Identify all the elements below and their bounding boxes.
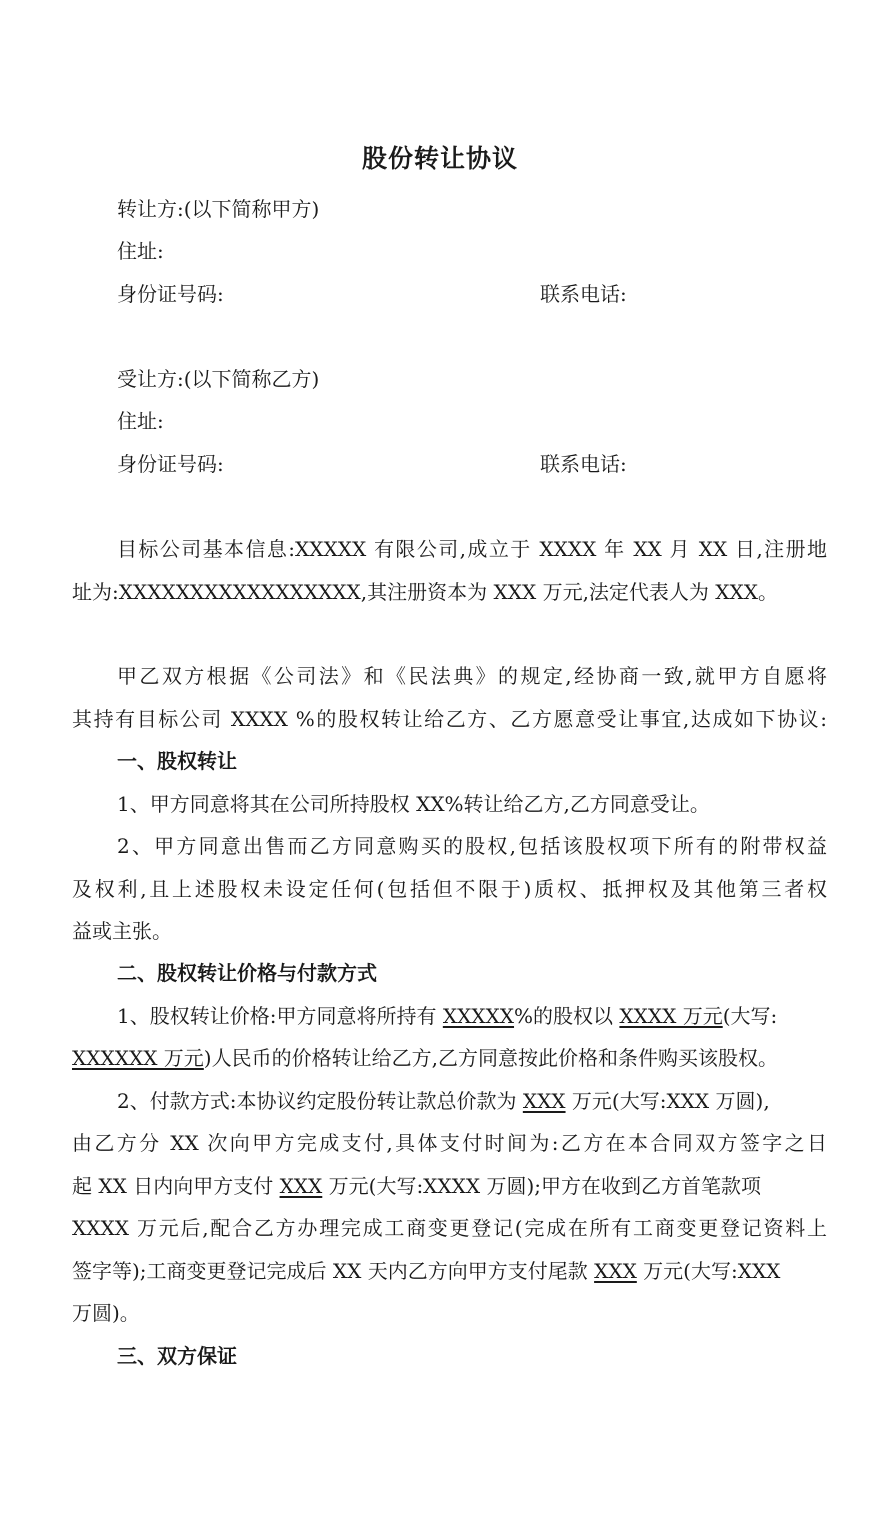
- underlined-blank: XXX: [522, 1089, 566, 1113]
- transferee-label: 受让方:(以下简称乙方): [117, 367, 320, 391]
- transferee-phone: 联系电话:: [540, 452, 627, 476]
- clause-text: 益或主张。: [72, 919, 172, 943]
- page-title: 股份转让协议: [361, 144, 518, 173]
- clause-text: 1、甲方同意将其在公司所持股权 XX%转让给乙方,乙方同意受让。: [117, 792, 710, 816]
- clause-fragment: 起 XX 日内向甲方支付: [72, 1174, 280, 1198]
- transferor-label: 转让方:(以下简称甲方): [117, 197, 320, 221]
- clause-text: [72, 1171, 761, 1201]
- transferee-id-number: 身份证号码:: [117, 452, 224, 476]
- clause-text: 由乙方分 XX 次向甲方完成支付,具体支付时间为:乙方在本合同双方签字之日: [72, 1131, 827, 1155]
- company-info-line: 目标公司基本信息:XXXXX 有限公司,成立于 XXXX 年 XX 月 XX 日,注册地: [117, 537, 827, 561]
- clause-fragment: 1、股权转让价格:甲方同意将所持有: [117, 1004, 443, 1028]
- clause-fragment: 2、付款方式:本协议约定股份转让款总价款为: [117, 1089, 523, 1113]
- clause-fragment: (大写:: [722, 1004, 778, 1028]
- underlined-blank: XXX: [594, 1259, 637, 1283]
- section-heading: 一、股权转让: [117, 749, 237, 773]
- underlined-blank: XXXXX: [442, 1004, 515, 1028]
- transferor-phone: 联系电话:: [540, 282, 627, 306]
- underlined-blank: XXX: [279, 1174, 323, 1198]
- company-info-line: 址为:XXXXXXXXXXXXXXXXX,其注册资本为 XXX 万元,法定代表人为 XXX。: [72, 580, 779, 604]
- clause-fragment: 签字等);工商变更登记完成后 XX 天内乙方向甲方支付尾款: [72, 1259, 595, 1283]
- preamble-line: 甲乙双方根据《公司法》和《民法典》的规定,经协商一致,就甲方自愿将: [117, 664, 827, 688]
- clause-text: 2、甲方同意出售而乙方同意购买的股权,包括该股权项下所有的附带权益: [117, 834, 827, 858]
- clause-fragment: 万元(大写:XXX 万圆),: [565, 1089, 770, 1113]
- transferor-address: 住址:: [117, 239, 164, 263]
- clause-fragment: 万元(大写:XXXX 万圆);甲方在收到乙方首笔款项: [322, 1174, 762, 1198]
- clause-fragment: )人民币的价格转让给乙方,乙方同意按此价格和条件购买该股权。: [203, 1046, 778, 1070]
- underlined-blank: XXXX 万元: [619, 1004, 723, 1028]
- clause-text: [117, 1086, 770, 1116]
- clause-text: 万圆)。: [72, 1301, 140, 1325]
- clause-text: [72, 1256, 780, 1286]
- clause-text: [117, 1001, 777, 1031]
- preamble-line: 其持有目标公司 XXXX %的股权转让给乙方、乙方愿意受让事宜,达成如下协议:: [72, 707, 827, 731]
- clause-fragment: %的股权以: [514, 1004, 620, 1028]
- clause-fragment: 万元(大写:XXX: [636, 1259, 781, 1283]
- clause-text: XXXX 万元后,配合乙方办理完成工商变更登记(完成在所有工商变更登记资料上: [72, 1216, 827, 1240]
- section-heading: 三、双方保证: [117, 1344, 237, 1368]
- transferor-id-number: 身份证号码:: [117, 282, 224, 306]
- clause-text: [72, 1043, 778, 1073]
- clause-text: 及权利,且上述股权未设定任何(包括但不限于)质权、抵押权及其他第三者权: [72, 877, 827, 901]
- transferee-address: 住址:: [117, 409, 164, 433]
- section-heading: 二、股权转让价格与付款方式: [117, 961, 377, 985]
- underlined-blank: XXXXXX 万元: [72, 1046, 204, 1070]
